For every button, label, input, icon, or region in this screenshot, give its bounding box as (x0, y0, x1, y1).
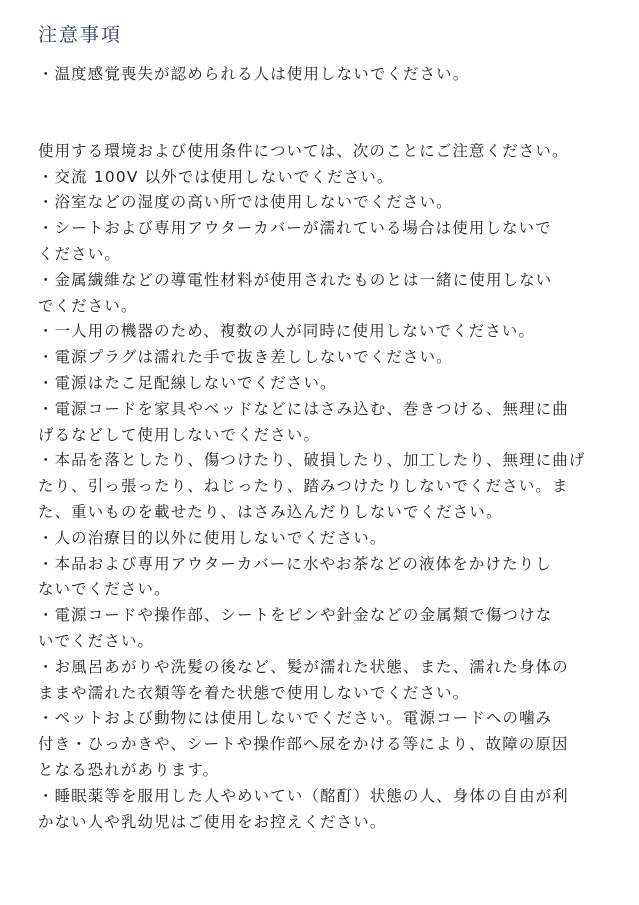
caution-line: ・一人用の機器のため、複数の人が同時に使用しないでください。 (38, 322, 536, 341)
caution-line: ・電源プラグは濡れた手で抜き差ししないでください。 (38, 348, 453, 367)
caution-line: ・温度感覚喪失が認められる人は使用しないでください。 (38, 65, 470, 83)
spacer (38, 88, 613, 139)
caution-line: でください。 (38, 296, 138, 315)
caution-line: ・浴室などの湿度の高い所では使用しないでください。 (38, 193, 453, 212)
caution-line: ・お風呂あがりや洗髪の後など、髪が濡れた状態、また、濡れた身体の (38, 657, 569, 676)
conditions-block (38, 139, 613, 836)
conditions-intro: 使用する環境および使用条件については、次のことにご注意ください。 (38, 141, 569, 160)
caution-line: ないでください。 (38, 580, 171, 599)
caution-line: かない人や乳幼児はご使用をお控えください。 (38, 812, 387, 831)
caution-line: たり、引っ張ったり、ねじったり、踏みつけたりしないでください。ま (38, 477, 569, 496)
page-title: 注意事項 (38, 24, 123, 46)
caution-line: ・交流 100V 以外では使用しないでください。 (38, 167, 394, 186)
caution-line: ・電源コードや操作部、シートをピンや針金などの金属類で傷つけな (38, 606, 553, 625)
caution-line: 付き・ひっかきや、シートや操作部へ尿をかける等により、故障の原因 (38, 735, 569, 754)
caution-line: た、重いものを載せたり、はさみ込んだりしないでください。 (38, 502, 503, 521)
caution-line: げるなどして使用しないでください。 (38, 425, 321, 444)
caution-line: ままや濡れた衣類等を着た状態で使用しないでください。 (38, 683, 470, 702)
caution-line: ・人の治療目的以外に使用しないでください。 (38, 528, 387, 547)
caution-line: いでください。 (38, 631, 155, 650)
caution-line: ・金属繊維などの導電性材料が使用されたものとは一緒に使用しない (38, 270, 553, 289)
intro-block (38, 62, 613, 88)
caution-line: ・睡眠薬等を服用した人やめいてい（酩酊）状態の人、身体の自由が利 (38, 786, 569, 805)
caution-line: ください。 (38, 244, 121, 263)
caution-line: ・本品および専用アウターカバーに水やお茶などの液体をかけたりし (38, 554, 552, 573)
caution-line: ・電源はたこ足配線しないでください。 (38, 373, 337, 392)
caution-line: ・本品を落としたり、傷つけたり、破損したり、加工したり、無理に曲げ (38, 451, 586, 470)
caution-document (38, 18, 613, 835)
caution-line: ・ペットおよび動物には使用しないでください。電源コードへの噛み (38, 709, 553, 728)
caution-line: ・電源コードを家具やベッドなどにはさみ込む、巻きつける、無理に曲 (38, 399, 569, 418)
caution-line: ・シートおよび専用アウターカバーが濡れている場合は使用しないで (38, 219, 552, 238)
caution-line: となる恐れがあります。 (38, 760, 220, 779)
